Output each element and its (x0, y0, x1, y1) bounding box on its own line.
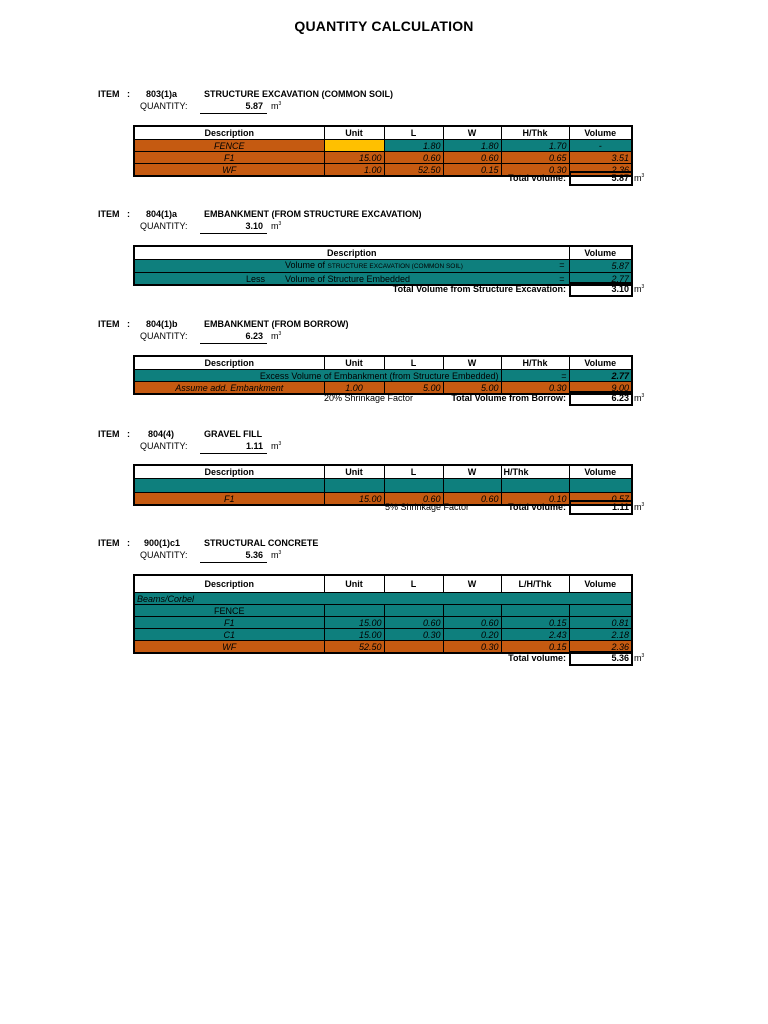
col-volume: Volume (569, 356, 632, 370)
quantity-label: QUANTITY: (140, 101, 188, 111)
cell-l (384, 641, 443, 654)
quantity-unit: $m^3$ (271, 441, 282, 451)
col-unit: Unit (324, 126, 384, 140)
col-l: L (384, 465, 443, 479)
table-row (134, 152, 632, 164)
item-colon: : (127, 89, 130, 99)
table-row (134, 641, 632, 654)
cell-w: 0.30 (443, 641, 501, 654)
cell-l: 52.50 (384, 164, 443, 177)
col-description: Description (134, 465, 324, 479)
col-description: Description (134, 246, 569, 260)
col-volume: Volume (569, 246, 632, 260)
cell-hthk: 0.65 (501, 152, 569, 164)
col-w: W (443, 575, 501, 593)
item-code: 804(1)b (146, 319, 178, 329)
group-label: Beams/Corbel (134, 593, 632, 605)
item-code: 804(1)a (146, 209, 178, 219)
quantity-underline (200, 562, 267, 563)
col-unit: Unit (324, 465, 384, 479)
total-label: Total Volume from Borrow: (451, 393, 566, 403)
cell-l: 5.00 (384, 382, 443, 395)
cell-description: C1 (134, 629, 324, 641)
quantity-underline (200, 233, 267, 234)
total-unit: $m^3$ (634, 393, 645, 403)
cell-description: FENCE (134, 605, 324, 617)
total-unit: $m^3$ (634, 173, 645, 183)
cell-volume: 3.51 (569, 152, 632, 164)
item-name: EMBANKMENT (FROM STRUCTURE EXCAVATION) (204, 209, 422, 219)
cell-w: 5.00 (443, 382, 501, 395)
cell-l: 0.30 (384, 629, 443, 641)
quantity-label: QUANTITY: (140, 221, 188, 231)
quantity-underline (200, 343, 267, 344)
item-label: ITEM (98, 429, 120, 439)
total-label: Total volume: (508, 173, 566, 183)
quantity-value: 5.87 (245, 101, 263, 111)
cell-unit: 15.00 (324, 493, 384, 506)
cell-lhthk: 0.15 (501, 617, 569, 629)
quantity-unit: $m^3$ (271, 550, 282, 560)
item-name: STRUCTURAL CONCRETE (204, 538, 319, 548)
quantity-value: 3.10 (245, 221, 263, 231)
table-row (134, 140, 632, 152)
item-colon: : (127, 319, 130, 329)
total-value: 5.36 (569, 651, 633, 666)
cell-unit: 15.00 (324, 617, 384, 629)
col-unit: Unit (324, 575, 384, 593)
cell-w: 0.60 (443, 152, 501, 164)
cell-volume: 5.87 (569, 260, 632, 273)
cell-volume: 9.00 (569, 382, 632, 395)
quantity-unit: $m^3$ (271, 101, 282, 111)
cell-description: F1 (134, 152, 324, 164)
cell-unit: 1.00 (324, 164, 384, 177)
cell-hthk: 0.30 (501, 382, 569, 395)
cell-w: 0.15 (443, 164, 501, 177)
cell-volume: 2.36 (569, 641, 632, 654)
quantity-unit: $m^3$ (271, 221, 282, 231)
cell-w: 0.20 (443, 629, 501, 641)
cell-volume: 2.18 (569, 629, 632, 641)
cell-unit: 52.50 (324, 641, 384, 654)
embankment-borrow-table (133, 355, 633, 395)
table-group-row (134, 593, 632, 605)
item-label: ITEM (98, 89, 120, 99)
cell-description: Excess Volume of Embankment (from Structure Embedded) (134, 370, 501, 382)
cell-hthk: 0.10 (501, 493, 569, 506)
cell-lhthk: 0.15 (501, 641, 569, 654)
quantity-label: QUANTITY: (140, 441, 188, 451)
total-unit: $m^3$ (634, 284, 645, 294)
col-description: Description (134, 126, 324, 140)
cell-unit (324, 140, 384, 152)
cell-l: 0.60 (384, 152, 443, 164)
total-label: Total volume: (508, 502, 566, 512)
cell-unit: 15.00 (324, 629, 384, 641)
item-colon: : (127, 538, 130, 548)
shrinkage-note: 20% Shrinkage Factor (324, 393, 414, 403)
total-label: Total Volume from Structure Excavation: (392, 284, 566, 294)
structural-concrete-table (133, 574, 633, 654)
gravel-fill-table (133, 464, 633, 506)
table-row (134, 617, 632, 629)
cell-volume: 0.57 (569, 493, 632, 506)
table-row (134, 370, 632, 382)
col-volume: Volume (569, 126, 632, 140)
item-label: ITEM (98, 538, 120, 548)
quantity-label: QUANTITY: (140, 331, 188, 341)
item-code: 803(1)a (146, 89, 178, 99)
cell-description: Assume add. Embankment (134, 382, 324, 395)
excavation-table (133, 125, 633, 177)
cell-volume: 2.77 (569, 370, 632, 382)
quantity-value: 6.23 (245, 331, 263, 341)
col-description: Description (134, 356, 324, 370)
cell-volume: 0.81 (569, 617, 632, 629)
item-colon: : (127, 429, 130, 439)
total-value: 5.87 (569, 171, 633, 186)
col-hthk: H/Thk (501, 465, 569, 479)
cell-equals: = (501, 370, 569, 382)
cell-l: 1.80 (384, 140, 443, 152)
table-header-row (134, 465, 632, 479)
cell-hthk: 0.30 (501, 164, 569, 177)
table-row-empty (134, 479, 632, 493)
embankment-excavation-table (133, 245, 633, 286)
item-name: EMBANKMENT (FROM BORROW) (204, 319, 349, 329)
item-label: ITEM (98, 209, 120, 219)
cell-description: WF (134, 164, 324, 177)
cell-w: 0.60 (443, 493, 501, 506)
table-header-row (134, 575, 632, 593)
col-l: L (384, 126, 443, 140)
cell-w: 1.80 (443, 140, 501, 152)
item-colon: : (127, 209, 130, 219)
col-hthk: H/Thk (501, 356, 569, 370)
item-name: STRUCTURE EXCAVATION (COMMON SOIL) (204, 89, 393, 99)
quantity-label: QUANTITY: (140, 550, 188, 560)
col-l: L (384, 356, 443, 370)
col-unit: Unit (324, 356, 384, 370)
quantity-underline (200, 453, 267, 454)
total-value: 6.23 (569, 391, 633, 406)
table-header-row (134, 356, 632, 370)
item-code: 900(1)c1 (144, 538, 181, 548)
cell-description: Less Volume of Structure Embedded = (134, 273, 569, 286)
item-label: ITEM (98, 319, 120, 329)
quantity-unit: $m^3$ (271, 331, 282, 341)
quantity-value: 1.11 (245, 441, 263, 451)
cell-unit: 15.00 (324, 152, 384, 164)
page-title: QUANTITY CALCULATION (294, 18, 474, 34)
cell-description: WF (134, 641, 324, 654)
table-row (134, 260, 632, 273)
total-unit: $m^3$ (634, 653, 645, 663)
col-description: Description (134, 575, 324, 593)
cell-unit: 1.00 (324, 382, 384, 395)
col-w: W (443, 126, 501, 140)
col-lhthk: L/H/Thk (501, 575, 569, 593)
col-volume: Volume (569, 575, 632, 593)
quantity-value: 5.36 (245, 550, 263, 560)
table-header-row (134, 126, 632, 140)
table-row (134, 629, 632, 641)
item-code: 804(4) (148, 429, 175, 439)
cell-description: Volume of STRUCTURE EXCAVATION (COMMON SOIL) = (134, 260, 569, 273)
cell-volume: 2.77 (569, 273, 632, 286)
total-unit: $m^3$ (634, 502, 645, 512)
table-row (134, 605, 632, 617)
shrinkage-note: 5% Shrinkage Factor (385, 502, 470, 512)
total-value: 1.11 (569, 500, 633, 515)
cell-l: 0.60 (384, 493, 443, 506)
cell-lhthk: 2.43 (501, 629, 569, 641)
cell-w: 0.60 (443, 617, 501, 629)
cell-description: FENCE (134, 140, 324, 152)
col-l: L (384, 575, 443, 593)
col-w: W (443, 356, 501, 370)
quantity-underline (200, 113, 267, 114)
cell-hthk: 1.70 (501, 140, 569, 152)
item-name: GRAVEL FILL (204, 429, 263, 439)
table-header-row (134, 246, 632, 260)
col-volume: Volume (569, 465, 632, 479)
col-w: W (443, 465, 501, 479)
cell-description: F1 (134, 493, 324, 506)
cell-description: F1 (134, 617, 324, 629)
cell-volume: 2.36 (569, 164, 632, 177)
cell-volume: - (569, 140, 632, 152)
total-value: 3.10 (569, 282, 633, 297)
cell-l: 0.60 (384, 617, 443, 629)
col-hthk: H/Thk (501, 126, 569, 140)
total-label: Total volume: (508, 653, 566, 663)
